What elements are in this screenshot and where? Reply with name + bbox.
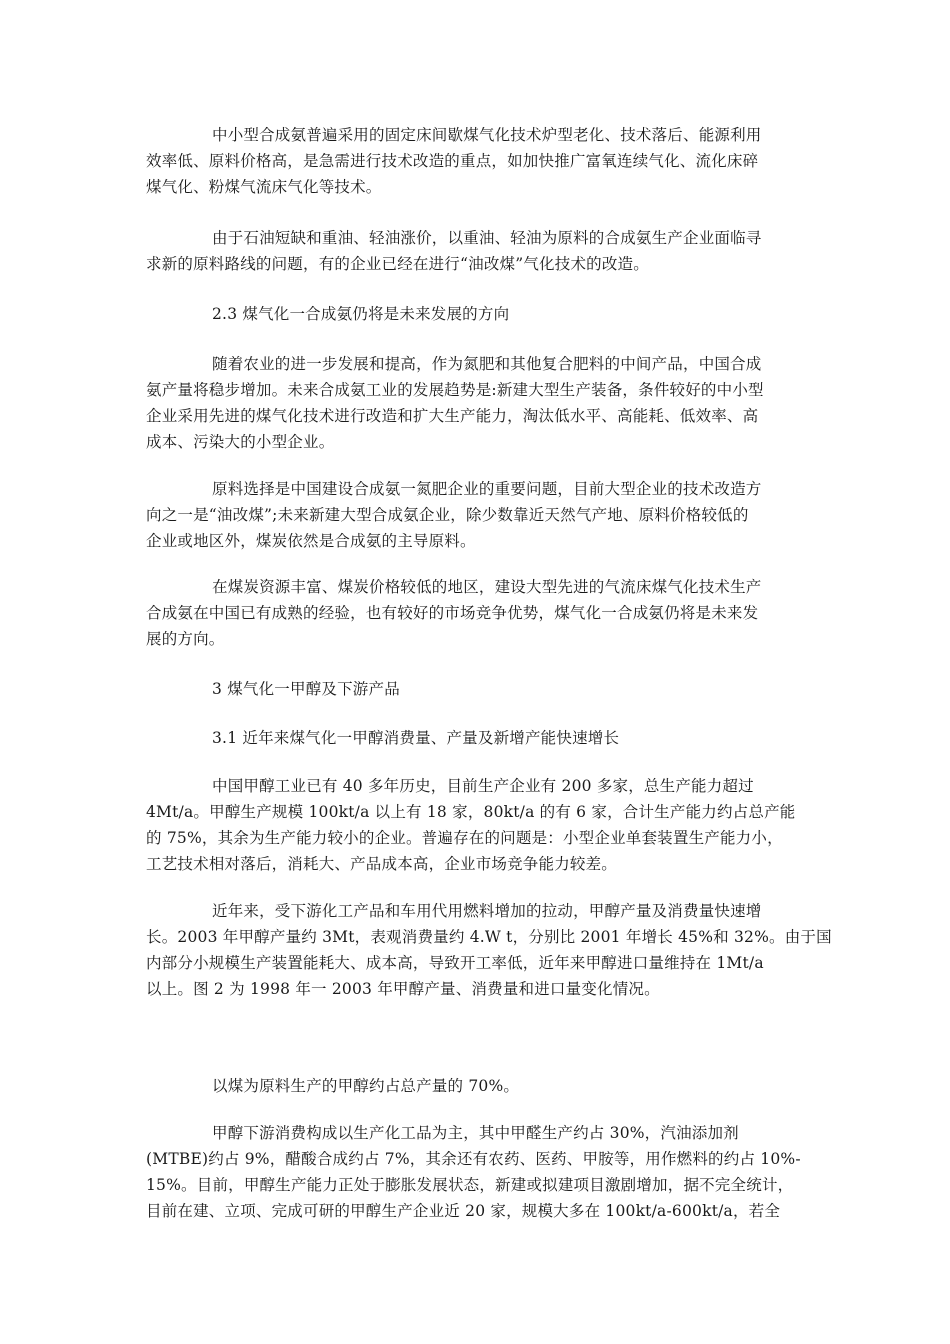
paragraph-line: 长。2003 年甲醇产量约 3Mt，表观消费量约 4.W t，分别比 2001 年增长 45%和 32%。由于国 [146, 928, 832, 946]
paragraph-oil-to-coal [146, 225, 826, 277]
paragraph-line: 企业采用先进的煤气化技术进行改造和扩大生产能力，淘汰低水平、高能耗、低效率、高 [146, 407, 759, 425]
paragraph-methanol-industry [146, 773, 826, 877]
paragraph-line: 原料选择是中国建设合成氨一氮肥企业的重要问题，目前大型企业的技术改造方 [212, 480, 762, 498]
paragraph-line: 的 75%，其余为生产能力较小的企业。普遍存在的问题是：小型企业单套装置生产能力小， [146, 829, 783, 847]
section-heading-2-3: 2.3 煤气化一合成氨仍将是未来发展的方向 [212, 305, 510, 323]
paragraph-line: 效率低、原料价格高，是急需进行技术改造的重点，如加快推广富氧连续气化、流化床碎 [146, 152, 759, 170]
paragraph-coal-rich-regions [146, 574, 826, 652]
paragraph-raw-material-choice [146, 476, 826, 554]
paragraph-line: 氨产量将稳步增加。未来合成氨工业的发展趋势是:新建大型生产装备，条件较好的中小型 [146, 381, 764, 399]
paragraph-line: 企业或地区外，煤炭依然是合成氨的主导原料。 [146, 532, 476, 550]
paragraph-coal-methanol-share [146, 1073, 826, 1099]
paragraph-line: 以煤为原料生产的甲醇约占总产量的 70%。 [212, 1077, 520, 1095]
paragraph-ammonia-trend [146, 351, 826, 455]
paragraph-line: 在煤炭资源丰富、煤炭价格较低的地区，建设大型先进的气流床煤气化技术生产 [212, 578, 762, 596]
section-heading-3: 3 煤气化一甲醇及下游产品 [212, 680, 400, 698]
paragraph-line: 向之一是“油改煤”;未来新建大型合成氨企业，除少数靠近天然气产地、原料价格较低的 [146, 506, 749, 524]
paragraph-line: 甲醇下游消费构成以生产化工品为主，其中甲醛生产约占 30%，汽油添加剂 [212, 1124, 739, 1142]
paragraph-line: 随着农业的进一步发展和提高，作为氮肥和其他复合肥料的中间产品，中国合成 [212, 355, 762, 373]
paragraph-methanol-downstream [146, 1120, 826, 1224]
paragraph-methanol-growth [146, 898, 832, 1002]
paragraph-line: 展的方向。 [146, 630, 225, 648]
paragraph-line: 内部分小规模生产装置能耗大、成本高，导致开工率低，近年来甲醇进口量维持在 1Mt/a [146, 954, 764, 972]
paragraph-line: 煤气化、粉煤气流床气化等技术。 [146, 178, 382, 196]
paragraph-line: 由于石油短缺和重油、轻油涨价，以重油、轻油为原料的合成氨生产企业面临寻 [212, 229, 762, 247]
paragraph-line: 近年来，受下游化工产品和车用代用燃料增加的拉动，甲醇产量及消费量快速增 [212, 902, 762, 920]
paragraph-line: 合成氨在中国已有成熟的经验，也有较好的市场竞争优势，煤气化一合成氨仍将是未来发 [146, 604, 759, 622]
paragraph-line: 中小型合成氨普遍采用的固定床间歇煤气化技术炉型老化、技术落后、能源利用 [212, 126, 762, 144]
paragraph-line: 以上。图 2 为 1998 年一 2003 年甲醇产量、消费量和进口量变化情况。 [146, 980, 660, 998]
section-heading-3-1: 3.1 近年来煤气化一甲醇消费量、产量及新增产能快速增长 [212, 729, 620, 747]
paragraph-line: 工艺技术相对落后，消耗大、产品成本高，企业市场竞争能力较差。 [146, 855, 618, 873]
paragraph-line: 成本、污染大的小型企业。 [146, 433, 335, 451]
paragraph-line: 目前在建、立项、完成可研的甲醇生产企业近 20 家，规模大多在 100kt/a-600kt/a，若全 [146, 1202, 781, 1220]
paragraph-line: (MTBE)约占 9%，醋酸合成约占 7%，其余还有农药、医药、甲胺等，用作燃料的约占 10%- [146, 1150, 801, 1168]
paragraph-line: 15%。目前，甲醇生产能力正处于膨胀发展状态，新建或拟建项目激剧增加，据不完全统计， [146, 1176, 794, 1194]
paragraph-line: 求新的原料路线的问题，有的企业已经在进行“油改煤”气化技术的改造。 [146, 255, 649, 273]
paragraph-coal-gasification-upgrade [146, 122, 826, 200]
paragraph-line: 4Mt/a。甲醇生产规模 100kt/a 以上有 18 家，80kt/a 的有 6 家，合计生产能力约占总产能 [146, 803, 796, 821]
paragraph-line: 中国甲醇工业已有 40 多年历史，目前生产企业有 200 多家，总生产能力超过 [212, 777, 754, 795]
